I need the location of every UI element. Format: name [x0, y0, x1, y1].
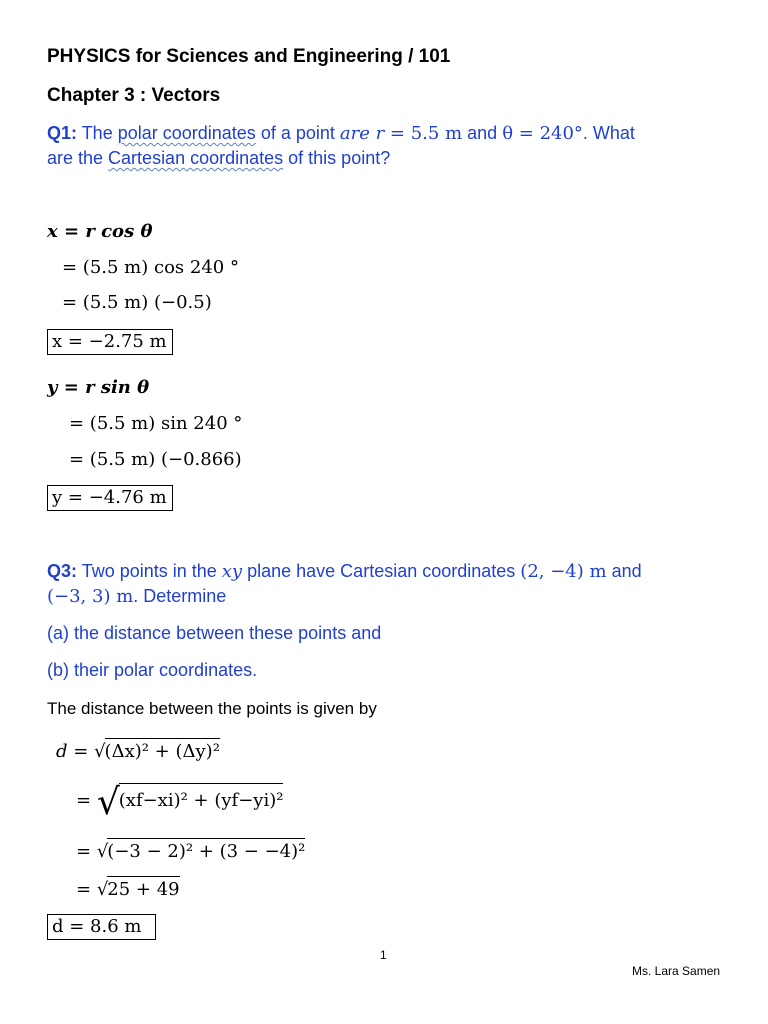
q1-cartesian-coordinates: Cartesian coordinates [108, 148, 284, 168]
page-number: 1 [380, 948, 387, 962]
radicand-3: (−3 − 2)² + (3 − −4)² [107, 838, 305, 862]
q3-text: Two points in the [77, 561, 222, 581]
distance-step-2 [76, 783, 283, 821]
q3-text: and [606, 561, 642, 581]
q1-text: . What [582, 123, 635, 143]
radicand-1: (Δx)² + (Δy)² [105, 738, 220, 762]
q3-line1 [47, 561, 642, 582]
q3-label: Q3: [47, 561, 78, 581]
equals-sign: = [76, 790, 97, 811]
q3-point-1: (2, −4) m [520, 561, 607, 582]
x-formula-rhs: = r cos θ [57, 221, 153, 242]
q1-text: are the [47, 148, 109, 168]
y-result-box: y = −4.76 m [47, 485, 173, 511]
equals-sign: = [76, 841, 97, 862]
y-formula-rhs: = r sin θ [57, 377, 150, 398]
q1-are-r: are r [339, 123, 385, 144]
x-step-2: = (5.5 m) (−0.5) [62, 292, 212, 313]
x-step-1: = (5.5 m) cos 240 ° [62, 257, 239, 278]
distance-step-3 [76, 838, 305, 862]
q1-label: Q1: [47, 123, 78, 143]
distance-result-box: d = 8.6 m [47, 914, 156, 940]
chapter-title: Chapter 3 : Vectors [47, 85, 221, 106]
x-result-box: x = −2.75 m [47, 329, 173, 355]
radicand-2: (xf−xi)² + (yf−yi)² [119, 783, 284, 811]
x-symbol: x [47, 221, 58, 242]
d-symbol: d [56, 741, 68, 762]
sqrt-icon: √ [96, 782, 120, 823]
q1-text: of a point [255, 123, 340, 143]
q3-xy: xy [221, 561, 243, 582]
equals-sign: = [76, 879, 97, 900]
q3-text: . Determine [133, 586, 227, 606]
q1-text: The [77, 123, 118, 143]
sqrt-icon: √ [94, 741, 106, 762]
x-formula [47, 221, 152, 242]
y-symbol: y [47, 377, 58, 398]
q3-point-2: (−3, 3) m [47, 586, 134, 607]
distance-intro: The distance between the points is given by [47, 699, 377, 718]
q3-text: plane have Cartesian coordinates [242, 561, 521, 581]
q3-part-b: (b) their polar coordinates. [47, 660, 258, 680]
q1-polar-coordinates: polar coordinates [117, 123, 256, 143]
y-step-1: = (5.5 m) sin 240 ° [69, 413, 243, 434]
equals-sign: = [67, 741, 95, 762]
distance-step-4 [76, 876, 180, 900]
y-formula [47, 377, 149, 398]
distance-formula [56, 738, 220, 762]
author-name: Ms. Lara Samen [632, 964, 721, 978]
q1-line1 [47, 123, 635, 144]
q3-line2 [47, 586, 226, 607]
sqrt-icon: √ [96, 841, 109, 862]
q1-r-value: = 5.5 m [384, 123, 463, 144]
radicand-4: 25 + 49 [107, 876, 179, 900]
q1-text: of this point? [283, 148, 391, 168]
q3-part-a: (a) the distance between these points and [47, 623, 382, 643]
course-title: PHYSICS for Sciences and Engineering / 101 [47, 46, 451, 67]
q1-line2 [47, 148, 390, 169]
y-step-2: = (5.5 m) (−0.866) [69, 449, 242, 470]
q1-text: and [462, 123, 503, 143]
sqrt-icon: √ [96, 879, 109, 900]
q1-theta: θ = 240° [502, 123, 583, 144]
